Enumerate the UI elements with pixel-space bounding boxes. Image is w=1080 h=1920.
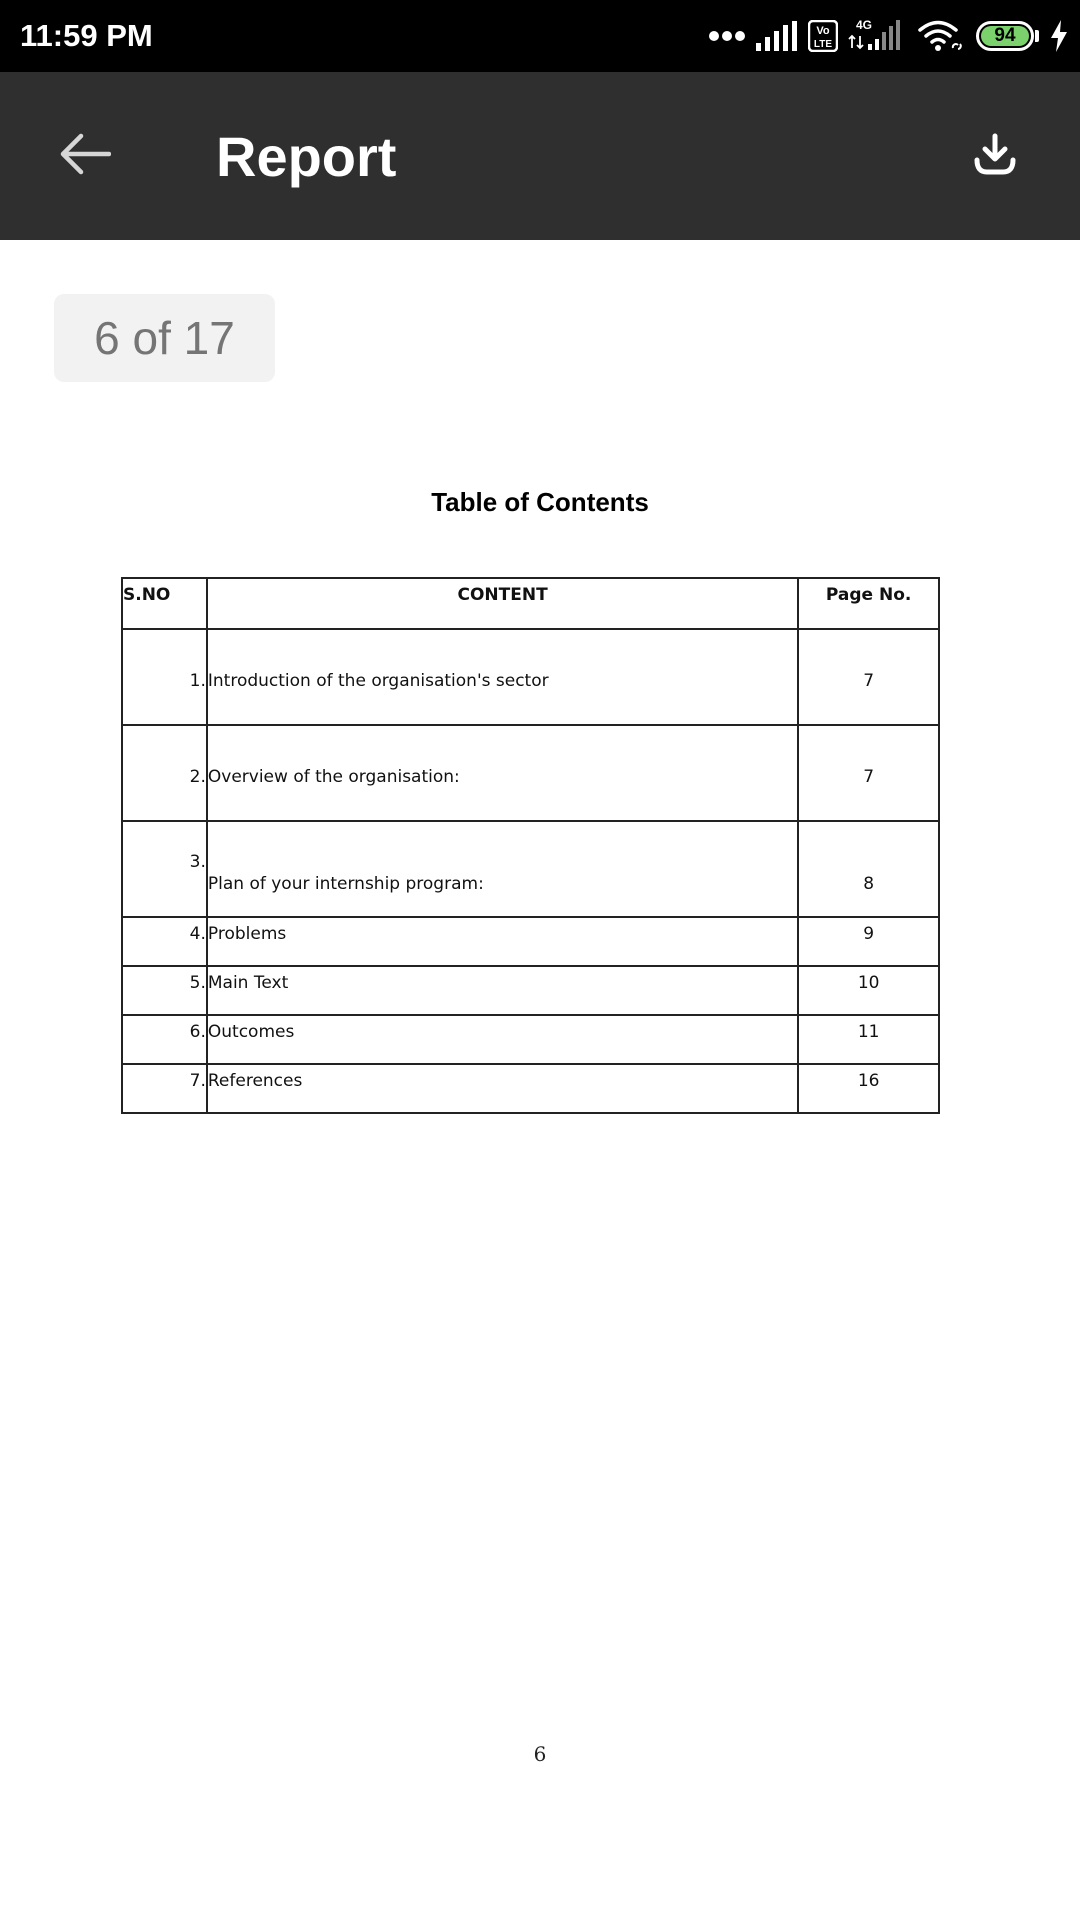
row-sno: 7. [122,1064,207,1113]
row-sno: 2. [122,725,207,821]
table-header-row [122,578,939,629]
table-row [122,1064,939,1113]
table-row [122,966,939,1015]
row-sno: 3. [122,821,207,917]
table-row [122,917,939,966]
row-page: 16 [798,1064,939,1113]
row-page: 7 [798,725,939,821]
row-content: Main Text [207,966,798,1015]
arrow-left-icon [59,132,111,181]
row-content: Introduction of the organisation's sector [207,629,798,725]
row-sno: 6. [122,1015,207,1064]
row-page: 7 [798,629,939,725]
row-content: Overview of the organisation: [207,725,798,821]
battery-level: 94 [981,26,1029,46]
row-sno: 1. [122,629,207,725]
status-bar [0,0,1080,72]
header-sno: S.NO [122,578,207,629]
back-button[interactable] [40,116,130,196]
header-page: Page No. [798,578,939,629]
row-page: 9 [798,917,939,966]
page-indicator: 6 of 17 [54,294,275,382]
app-bar [0,72,1080,240]
svg-text:Vo: Vo [816,25,830,37]
download-button[interactable] [950,116,1040,196]
table-row [122,821,939,917]
header-content: CONTENT [207,578,798,629]
svg-text:4G: 4G [855,18,873,32]
row-content: Problems [207,917,798,966]
table-row [122,629,939,725]
row-page: 8 [798,821,939,917]
download-icon [973,132,1017,181]
battery-icon [976,21,1040,51]
status-time: 11:59 PM [20,18,153,53]
signal-icon [756,21,798,51]
dots-icon [708,30,746,42]
row-sno: 5. [122,966,207,1015]
table-row [122,725,939,821]
table-of-contents [121,577,940,1114]
charging-icon [1050,20,1068,52]
app-title: Report [216,125,397,188]
row-content: Outcomes [207,1015,798,1064]
svg-text:LTE: LTE [813,39,833,50]
row-content: References [207,1064,798,1113]
row-sno: 4. [122,917,207,966]
volte-icon [808,20,838,52]
document-title: Table of Contents [431,487,649,517]
document-page-number: 6 [533,1742,547,1766]
table-row [122,1015,939,1064]
row-page: 11 [798,1015,939,1064]
wifi-icon [916,18,966,54]
signal-4g-icon [848,18,906,54]
row-content: Plan of your internship program: [207,821,798,917]
status-icons [708,14,1068,58]
row-page: 10 [798,966,939,1015]
